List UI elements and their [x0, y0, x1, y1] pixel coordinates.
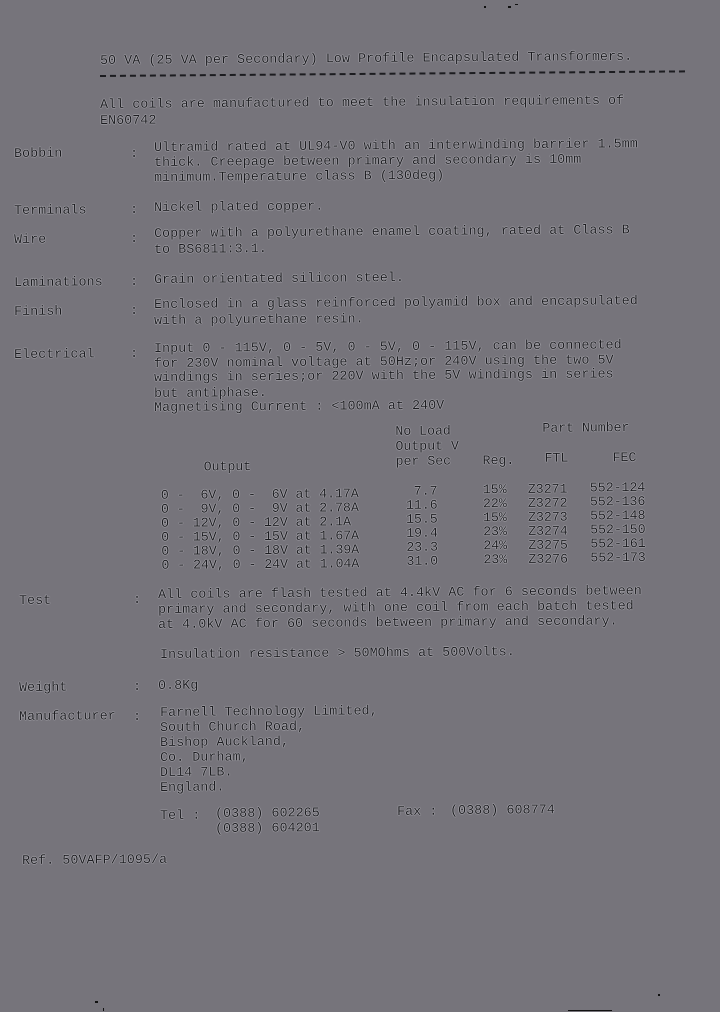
colon: : — [130, 345, 139, 361]
colon: : — [133, 708, 142, 724]
colon: : — [130, 273, 139, 289]
row-2-output: 0 - 9V, 0 - 9V at 2.78A — [160, 500, 359, 517]
test-line-3: at 4.0kV AC for 60 seconds between primary and secondary. — [158, 613, 618, 632]
row-3-reg: 15% — [483, 510, 507, 526]
spec-electrical-line-4: but antiphase. — [154, 385, 268, 401]
tel-label: Tel : — [160, 807, 201, 823]
row-3-noload: 15.5 — [406, 511, 438, 527]
row-1-output: 0 - 6V, 0 - 6V at 4.17A — [160, 486, 359, 503]
manufacturer-label: Manufacturer — [19, 708, 116, 724]
tel-number-2: (0388) 604201 — [215, 820, 320, 836]
row-4-noload: 19.4 — [406, 525, 438, 541]
scan-speck — [484, 6, 486, 8]
address-line-6: England. — [160, 779, 225, 795]
header-ftl: FTL — [544, 450, 569, 466]
row-2-noload: 11.6 — [405, 497, 438, 513]
colon: : — [130, 230, 139, 246]
test-line-1: All coils are flash tested at 4.4kV AC for 6 seconds between — [158, 583, 642, 602]
tel-number-1: (0388) 602265 — [215, 805, 320, 821]
row-3-ftl: Z3273 — [528, 509, 568, 525]
colon: : — [133, 678, 142, 694]
address-line-4: Co. Durham, — [160, 749, 249, 765]
row-1-noload: 7.7 — [405, 483, 438, 499]
spec-label-bobbin: Bobbin — [14, 145, 63, 161]
row-2-ftl: Z3272 — [527, 495, 568, 511]
test-insulation: Insulation resistance > 50MOhms at 500Volts. — [160, 644, 515, 662]
row-6-fec: 552-173 — [590, 549, 646, 566]
header-fec: FEC — [612, 450, 637, 466]
spec-label-terminals: Terminals — [14, 202, 87, 218]
spec-label-finish: Finish — [14, 303, 63, 319]
address-line-3: Bishop Auckland, — [160, 733, 290, 750]
row-6-ftl: Z3276 — [528, 551, 569, 567]
header-noload-2: Output V — [395, 438, 459, 454]
spec-label-electrical: Electrical — [14, 346, 95, 362]
row-1-fec: 552-124 — [589, 479, 646, 496]
spec-label-test: Test — [19, 592, 52, 608]
intro-line-1: All coils are manufactured to meet the insulation requirements of — [100, 92, 625, 112]
row-6-output: 0 - 24V, 0 - 24V at 1.04A — [161, 556, 360, 573]
row-5-reg: 24% — [483, 538, 508, 554]
spec-laminations-line-1: Grain orientated silicon steel. — [154, 270, 405, 287]
row-6-noload: 31.0 — [406, 553, 439, 569]
row-4-reg: 23% — [483, 524, 507, 540]
spec-finish-line-2: with a polyurethane resin. — [154, 311, 364, 328]
scan-speck — [568, 1010, 612, 1011]
address-line-2: South Church Road, — [160, 718, 306, 735]
scan-speck — [515, 4, 518, 5]
row-4-ftl: Z3274 — [528, 523, 568, 539]
intro-line-2: EN60742 — [100, 112, 157, 128]
row-5-ftl: Z3275 — [528, 537, 568, 553]
colon: : — [130, 302, 139, 318]
row-2-reg: 22% — [482, 496, 507, 512]
colon: : — [133, 591, 142, 607]
fax-label: Fax : — [397, 803, 438, 819]
spec-electrical-line-1: Input 0 - 115V, 0 - 5V, 0 - 5V, 0 - 115V, can be connected — [154, 337, 622, 356]
spec-wire-line-2: to BS6811:3.1. — [154, 241, 268, 257]
row-1-ftl: Z3271 — [527, 481, 568, 497]
header-output: Output — [203, 459, 252, 475]
colon: : — [130, 145, 139, 161]
spec-bobbin-line-2: thick. Creepage between primary and secondary is 10mm — [154, 151, 582, 170]
document-title: 50 VA (25 VA per Secondary) Low Profile Encapsulated Transformers. — [100, 48, 633, 68]
header-noload-1: No Load — [395, 423, 451, 439]
scan-speck — [103, 1008, 104, 1011]
row-5-noload: 23.3 — [406, 539, 439, 555]
spec-label-laminations: Laminations — [14, 274, 103, 290]
row-6-reg: 23% — [483, 552, 508, 568]
row-1-reg: 15% — [482, 482, 507, 498]
spec-bobbin-line-1: Ultramid rated at UL94-V0 with an interwinding barrier 1.5mm — [154, 136, 638, 155]
address-line-5: DL14 7LB. — [160, 764, 233, 780]
row-5-output: 0 - 18V, 0 - 18V at 1.39A — [161, 542, 360, 559]
spec-finish-line-1: Enclosed in a glass reinforced polyamid box and encapsulated — [154, 293, 638, 312]
reference-code: Ref. 50VAFP/1095/a — [22, 851, 168, 868]
row-3-fec: 552-148 — [590, 507, 646, 524]
spec-electrical-line-3: windings in series;or 220V with the 5V windings in series — [154, 366, 614, 385]
spec-wire-line-1: Copper with a polyurethane enamel coating, rated at Class B — [154, 222, 630, 241]
row-2-fec: 552-136 — [589, 493, 646, 510]
row-3-output: 0 - 12V, 0 - 12V at 2.1A — [161, 514, 352, 531]
test-line-2: primary and secondary, with one coil from each batch tested — [158, 598, 634, 617]
row-4-output: 0 - 15V, 0 - 15V at 1.67A — [161, 528, 360, 545]
spec-terminals-line-1: Nickel plated copper. — [154, 198, 324, 215]
spec-electrical-line-5: Magnetising Current : <100mA at 240V — [154, 397, 445, 415]
scan-speck — [658, 994, 660, 996]
header-reg: Reg. — [482, 452, 515, 469]
address-line-1: Farnell Technology Limited, — [160, 703, 378, 720]
row-4-fec: 552-150 — [590, 521, 646, 538]
spec-label-weight: Weight — [19, 679, 68, 695]
spec-electrical-line-2: for 230V nominal voltage at 50Hz;or 240V using the two 5V — [154, 352, 614, 371]
title-underline — [100, 70, 685, 77]
colon: : — [130, 201, 139, 217]
scan-speck — [95, 1001, 98, 1003]
spec-label-wire: Wire — [14, 231, 47, 247]
header-noload-3: per Sec — [395, 453, 452, 469]
spec-bobbin-line-3: minimum.Temperature class B (130deg) — [154, 167, 445, 185]
header-part-number: Part Number — [542, 420, 630, 436]
scan-speck — [508, 6, 511, 8]
weight-value: 0.8Kg — [158, 677, 199, 693]
fax-number: (0388) 608774 — [450, 802, 555, 818]
row-5-fec: 552-161 — [590, 535, 646, 552]
